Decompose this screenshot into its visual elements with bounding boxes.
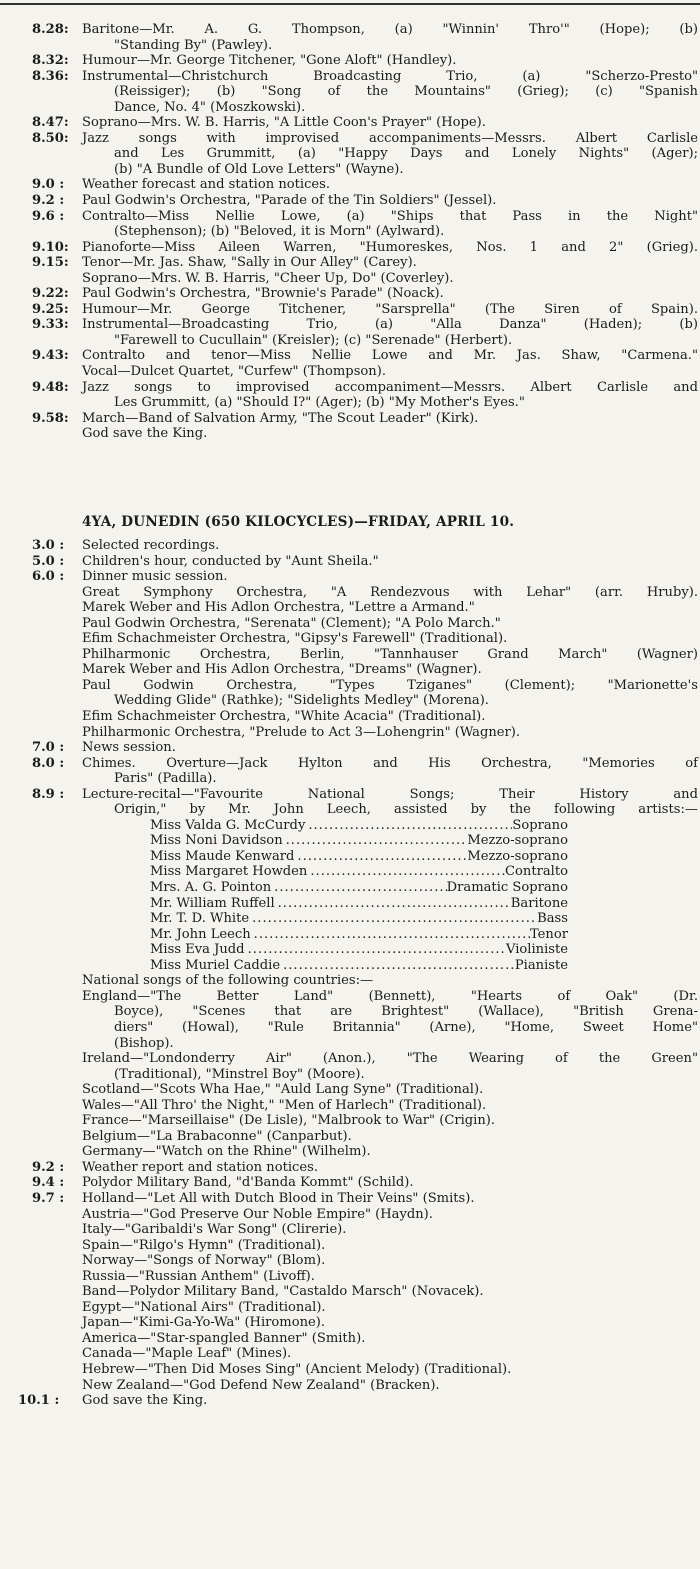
entry-line: Contralto and tenor—Miss Nellie Lowe and Mr. Jas. Shaw, "Carmena." bbox=[82, 348, 698, 364]
artist-voice: Dramatic Soprano bbox=[446, 880, 568, 896]
entry-line: Humour—Mr. George Titchener, "Sarsprella" (The Siren of Spain). bbox=[82, 301, 698, 317]
programme-entry bbox=[0, 22, 700, 53]
entry-time: 7.0 : bbox=[32, 740, 65, 756]
dinner-line: Paul Godwin Orchestra, "Serenata" (Clement); "A Polo March." bbox=[82, 615, 501, 631]
country-line: Egypt—"National Airs" (Traditional). bbox=[82, 1299, 326, 1315]
entry-line: Dinner music session. bbox=[82, 569, 228, 585]
country-line: England—"The Better Land" (Bennett), "Hearts of Oak" (Dr. bbox=[82, 988, 698, 1004]
artist-voice: Bass bbox=[537, 911, 568, 927]
dinner-line: Marek Weber and His Adlon Orchestra, "Lettre a Armand." bbox=[82, 600, 475, 616]
artist-name: Mrs. A. G. Pointon bbox=[150, 880, 272, 896]
programme-part-1 bbox=[0, 22, 700, 442]
artist-name: Miss Muriel Caddie bbox=[150, 957, 281, 973]
country-line: Scotland—"Scots Wha Hae," "Auld Lang Syne" (Traditional). bbox=[82, 1082, 484, 1098]
artist-voice: Pianiste bbox=[514, 957, 568, 973]
leader-dots bbox=[249, 911, 537, 927]
entry-time: 8.0 : bbox=[32, 755, 65, 771]
country-line: Wales—"All Thro' the Night," "Men of Harlech" (Traditional). bbox=[82, 1097, 487, 1113]
country-line: Russia—"Russian Anthem" (Livoff). bbox=[82, 1268, 315, 1284]
programme-entry bbox=[0, 53, 700, 69]
entry-line: Instrumental—Broadcasting Trio, (a) "Alla Danza" (Haden); (b) bbox=[82, 317, 698, 333]
entry-time: 3.0 : bbox=[32, 538, 65, 553]
country-line: Canada—"Maple Leaf" (Mines). bbox=[82, 1346, 292, 1362]
entry-line: Jazz songs with improvised accompaniments—Messrs. Albert Carlisle bbox=[82, 130, 698, 146]
country-line: Italy—"Garibaldi's War Song" (Clirerie). bbox=[82, 1222, 347, 1238]
programme-entry bbox=[0, 255, 700, 286]
entry-line: "Standing By" (Pawley). bbox=[114, 37, 273, 53]
entry-time: 9.15: bbox=[32, 255, 69, 271]
entry-line: News session. bbox=[82, 740, 176, 756]
entry-line: Soprano—Mrs. W. B. Harris, "Cheer Up, Do" (Coverley). bbox=[82, 270, 454, 286]
programme-entry bbox=[0, 1160, 700, 1176]
leader-dots bbox=[305, 818, 512, 834]
country-line: (Bishop). bbox=[114, 1035, 174, 1051]
entry-line: Weather forecast and station notices. bbox=[82, 177, 331, 193]
programme-entry bbox=[0, 193, 700, 209]
entry-time: 8.32: bbox=[32, 53, 69, 69]
artist-row bbox=[150, 833, 568, 849]
programme-entry bbox=[0, 538, 700, 554]
programme-entry bbox=[0, 1175, 700, 1191]
country-line: Spain—"Rilgo's Hymn" (Traditional). bbox=[82, 1237, 326, 1253]
leader-dots bbox=[280, 958, 515, 974]
dinner-line: Efim Schachmeister Orchestra, "Gipsy's Farewell" (Traditional). bbox=[82, 631, 508, 647]
top-rule bbox=[0, 3, 700, 5]
programme-entry bbox=[0, 131, 700, 178]
dinner-line: Philharmonic Orchestra, "Prelude to Act 3—Lohengrin" (Wagner). bbox=[82, 724, 521, 740]
programme-entry bbox=[0, 554, 700, 570]
leader-dots bbox=[271, 880, 446, 896]
dinner-line: Efim Schachmeister Orchestra, "White Acacia" (Traditional). bbox=[82, 709, 486, 725]
entry-line: Polydor Military Band, "d'Banda Kommt" (Schild). bbox=[82, 1175, 414, 1191]
entry-line: Jazz songs to improvised accompaniment—Messrs. Albert Carlisle and bbox=[82, 379, 698, 395]
entry-line: Paul Godwin's Orchestra, "Brownie's Parade" (Noack). bbox=[82, 286, 444, 302]
programme-entry bbox=[0, 1393, 700, 1409]
programme-entry bbox=[0, 115, 700, 131]
artist-row bbox=[150, 911, 568, 927]
artist-row bbox=[150, 849, 568, 865]
country-line: Austria—"God Preserve Our Noble Empire" (Haydn). bbox=[82, 1206, 433, 1222]
artist-voice: Violiniste bbox=[505, 942, 568, 958]
entry-time: 6.0 : bbox=[32, 569, 65, 585]
artist-row bbox=[150, 927, 568, 943]
artist-list bbox=[0, 818, 700, 973]
entry-time: 9.33: bbox=[32, 317, 69, 333]
entry-time: 8.50: bbox=[32, 130, 69, 146]
dinner-line: Philharmonic Orchestra, Berlin, "Tannhauser Grand March" (Wagner) bbox=[82, 646, 698, 662]
entry-line: Vocal—Dulcet Quartet, "Curfew" (Thompson). bbox=[82, 364, 386, 380]
entry-line: Holland—"Let All with Dutch Blood in Their Veins" (Smits). bbox=[82, 1190, 475, 1206]
artist-voice: Contralto bbox=[505, 864, 568, 880]
country-line: diers" (Howal), "Rule Britannia" (Arne), "Home, Sweet Home" bbox=[114, 1019, 698, 1035]
entry-time: 5.0 : bbox=[32, 553, 65, 569]
entry-line: God save the King. bbox=[82, 426, 208, 442]
country-line: Germany—"Watch on the Rhine" (Wilhelm). bbox=[82, 1144, 371, 1160]
leader-dots bbox=[251, 927, 530, 943]
artist-row bbox=[150, 864, 568, 880]
entry-line: Contralto—Miss Nellie Lowe, (a) "Ships that Pass in the Night" bbox=[82, 208, 698, 224]
entry-time: 9.58: bbox=[32, 410, 69, 426]
artist-voice: Tenor bbox=[529, 926, 568, 942]
dinner-line: Great Symphony Orchestra, "A Rendezvous with Lehar" (arr. Hruby). bbox=[82, 584, 698, 600]
entry-line: Origin," by Mr. John Leech, assisted by the following artists:— bbox=[114, 802, 698, 818]
programme-entry bbox=[0, 380, 700, 411]
entry-line: Tenor—Mr. Jas. Shaw, "Sally in Our Alley" (Carey). bbox=[82, 255, 417, 271]
artist-name: Mr. William Ruffell bbox=[150, 895, 275, 911]
entry-time: 9.2 : bbox=[32, 193, 65, 209]
entry-line: (b) "A Bundle of Old Love Letters" (Wayne). bbox=[114, 161, 404, 177]
artist-name: Miss Margaret Howden bbox=[150, 864, 308, 880]
country-line: France—"Marseillaise" (De Lisle), "Malbrook to War" (Crigin). bbox=[82, 1113, 496, 1129]
leader-dots bbox=[307, 864, 505, 880]
programme-entry bbox=[0, 317, 700, 348]
entry-time: 10.1 : bbox=[18, 1393, 60, 1409]
entry-time: 9.6 : bbox=[32, 208, 65, 224]
artist-voice: Mezzo-soprano bbox=[467, 848, 568, 864]
entry-time: 9.2 : bbox=[32, 1159, 65, 1175]
programme-entry bbox=[0, 756, 700, 787]
country-line: Hebrew—"Then Did Moses Sing" (Ancient Melody) (Traditional). bbox=[82, 1361, 512, 1377]
programme-entry bbox=[0, 240, 700, 256]
leader-dots bbox=[275, 896, 511, 912]
entry-line: Selected recordings. bbox=[82, 538, 220, 553]
country-line: Norway—"Songs of Norway" (Blom). bbox=[82, 1253, 326, 1269]
artist-row bbox=[150, 880, 568, 896]
leader-dots bbox=[283, 833, 468, 849]
entry-line: Les Grummitt, (a) "Should I?" (Ager); (b) "My Mother's Eyes." bbox=[114, 395, 525, 411]
entry-time: 9.48: bbox=[32, 379, 69, 395]
entry-line: Humour—Mr. George Titchener, "Gone Aloft" (Handley). bbox=[82, 53, 457, 69]
entry-line: Pianoforte—Miss Aileen Warren, "Humoreskes, Nos. 1 and 2" (Grieg). bbox=[82, 239, 698, 255]
programme-entry bbox=[0, 177, 700, 193]
national-songs bbox=[0, 973, 700, 1160]
entry-time: 8.9 : bbox=[32, 786, 65, 802]
entry-time: 9.22: bbox=[32, 286, 69, 302]
artist-row bbox=[150, 942, 568, 958]
leader-dots bbox=[245, 942, 506, 958]
artist-voice: Mezzo-soprano bbox=[467, 833, 568, 849]
programme-part-2 bbox=[0, 538, 700, 1409]
programme-entry bbox=[0, 740, 700, 756]
entry-line: Soprano—Mrs. W. B. Harris, "A Little Coon's Prayer" (Hope). bbox=[82, 115, 486, 131]
artist-voice: Baritone bbox=[510, 895, 568, 911]
country-line: Boyce), "Scenes that are Brightest" (Wallace), "British Grena- bbox=[114, 1004, 698, 1020]
dinner-line: Marek Weber and His Adlon Orchestra, "Dreams" (Wagner). bbox=[82, 662, 482, 678]
dinner-line: Paul Godwin Orchestra, "Types Tziganes" (Clement); "Marionette's bbox=[82, 677, 698, 693]
programme-entry bbox=[0, 1191, 700, 1393]
entry-line: Paul Godwin's Orchestra, "Parade of the Tin Soldiers" (Jessel). bbox=[82, 193, 497, 209]
entry-line: God save the King. bbox=[82, 1393, 208, 1409]
entry-line: Chimes. Overture—Jack Hylton and His Orchestra, "Memories of bbox=[82, 755, 698, 771]
programme-entry bbox=[0, 302, 700, 318]
artist-name: Miss Eva Judd bbox=[150, 942, 245, 958]
entry-time: 9.0 : bbox=[32, 177, 65, 193]
country-line: (Traditional), "Minstrel Boy" (Moore). bbox=[114, 1066, 365, 1082]
dinner-line: Wedding Glide" (Rathke); "Sidelights Medley" (Morena). bbox=[114, 693, 489, 709]
programme-entry bbox=[0, 69, 700, 116]
national-intro: National songs of the following countries:— bbox=[82, 973, 374, 989]
entry-time: 9.7 : bbox=[32, 1190, 65, 1206]
programme-entry bbox=[0, 348, 700, 379]
entry-time: 9.4 : bbox=[32, 1175, 65, 1191]
entry-line: and Les Grummitt, (a) "Happy Days and Lonely Nights" (Ager); bbox=[114, 146, 698, 162]
artist-row bbox=[150, 818, 568, 834]
entry-time: 8.28: bbox=[32, 22, 69, 37]
entry-time: 9.25: bbox=[32, 301, 69, 317]
entry-line: Lecture-recital—"Favourite National Songs; Their History and bbox=[82, 786, 698, 802]
entry-line: Instrumental—Christchurch Broadcasting Trio, (a) "Scherzo-Presto" bbox=[82, 68, 698, 84]
programme-entry bbox=[0, 787, 700, 818]
artist-voice: Soprano bbox=[512, 817, 568, 833]
entry-line: Paris" (Padilla). bbox=[114, 771, 217, 787]
entry-time: 8.47: bbox=[32, 115, 69, 131]
artist-row bbox=[150, 958, 568, 974]
programme-entry bbox=[0, 569, 700, 740]
entry-time: 9.43: bbox=[32, 348, 69, 364]
entry-line: "Farewell to Cucullain" (Kreisler); (c) "Serenade" (Herbert). bbox=[114, 332, 513, 348]
entry-time: 9.10: bbox=[32, 239, 69, 255]
programme-entry bbox=[0, 411, 700, 442]
country-line: Belgium—"La Brabaconne" (Canparbut). bbox=[82, 1128, 352, 1144]
country-line: New Zealand—"God Defend New Zealand" (Bracken). bbox=[82, 1377, 440, 1393]
artist-row bbox=[150, 896, 568, 912]
entry-line: Baritone—Mr. A. G. Thompson, (a) "Winnin' Thro'" (Hope); (b) bbox=[82, 22, 698, 37]
entry-line: (Reissiger); (b) "Song of the Mountains" (Grieg); (c) "Spanish bbox=[114, 84, 698, 100]
country-line: America—"Star-spangled Banner" (Smith). bbox=[82, 1330, 366, 1346]
country-line: Japan—"Kimi-Ga-Yo-Wa" (Hiromone). bbox=[82, 1315, 326, 1331]
entry-line: (Stephenson); (b) "Beloved, it is Morn" (Aylward). bbox=[114, 224, 445, 240]
artist-name: Miss Maude Kenward bbox=[150, 848, 295, 864]
artist-name: Miss Valda G. McCurdy bbox=[150, 817, 306, 833]
country-line: Band—Polydor Military Band, "Castaldo Marsch" (Novacek). bbox=[82, 1284, 484, 1300]
country-line: Ireland—"Londonderry Air" (Anon.), "The Wearing of the Green" bbox=[82, 1051, 698, 1067]
programme-entry bbox=[0, 209, 700, 240]
entry-line: Dance, No. 4" (Moszkowski). bbox=[114, 99, 306, 115]
station-title: 4YA, DUNEDIN (650 KILOCYCLES)—FRIDAY, APRIL 10. bbox=[82, 514, 515, 530]
programme-entry bbox=[0, 286, 700, 302]
entry-line: Weather report and station notices. bbox=[82, 1159, 318, 1175]
artist-name: Miss Noni Davidson bbox=[150, 833, 283, 849]
artist-name: Mr. John Leech bbox=[150, 926, 251, 942]
entry-time: 8.36: bbox=[32, 68, 69, 84]
entry-line: March—Band of Salvation Army, "The Scout Leader" (Kirk). bbox=[82, 410, 479, 426]
leader-dots bbox=[294, 849, 467, 865]
entry-line: Children's hour, conducted by "Aunt Sheila." bbox=[82, 553, 379, 569]
artist-name: Mr. T. D. White bbox=[150, 911, 250, 927]
